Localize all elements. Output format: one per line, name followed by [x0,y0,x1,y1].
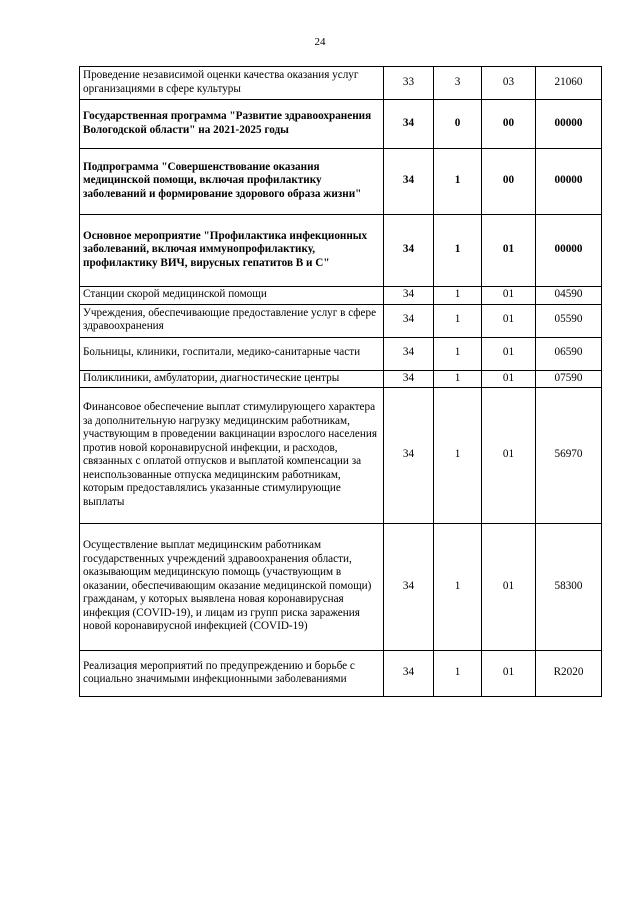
row-name-cell: Основное мероприятие "Профилактика инфекционных заболеваний, включая иммунопрофилактику, профилактику ВИЧ, вирусных гепатитов B и C" [80,215,384,287]
row-name-cell: Государственная программа "Развитие здравоохранения Вологодской области" на 2021-2025 годы [80,100,384,149]
code-cell-3: 01 [482,388,536,524]
code-cell-3: 01 [482,304,536,337]
code-cell-2: 1 [434,304,482,337]
code-cell-3: 01 [482,370,536,388]
code-cell-2: 0 [434,100,482,149]
code-cell-4: 00000 [536,149,602,215]
code-cell-2: 1 [434,337,482,370]
code-cell-3: 00 [482,100,536,149]
table-row [80,287,602,305]
row-name-cell: Учреждения, обеспечивающие предоставление услуг в сфере здравоохранения [80,304,384,337]
code-cell-3: 00 [482,149,536,215]
code-cell-4: 00000 [536,100,602,149]
row-name-cell: Подпрограмма "Совершенствование оказания медицинской помощи, включая профилактику заболеваний и формирование здорового образа жизни" [80,149,384,215]
code-cell-4: 05590 [536,304,602,337]
code-cell-1: 34 [384,388,434,524]
code-cell-2: 1 [434,149,482,215]
code-cell-3: 01 [482,337,536,370]
code-cell-3: 01 [482,287,536,305]
code-cell-1: 34 [384,337,434,370]
code-cell-2: 1 [434,287,482,305]
row-name-cell: Реализация мероприятий по предупреждению и борьбе с социально значимыми инфекционными заболеваниями [80,651,384,697]
code-cell-2: 1 [434,524,482,651]
table-body [80,67,602,697]
table-row [80,304,602,337]
code-cell-2: 1 [434,651,482,697]
table-row [80,337,602,370]
code-cell-1: 34 [384,287,434,305]
table-row [80,388,602,524]
code-cell-4: 56970 [536,388,602,524]
table-row [80,100,602,149]
code-cell-4: R2020 [536,651,602,697]
code-cell-4: 00000 [536,215,602,287]
code-cell-2: 1 [434,370,482,388]
code-cell-4: 06590 [536,337,602,370]
code-cell-1: 33 [384,67,434,100]
code-cell-1: 34 [384,304,434,337]
page-number: 24 [314,36,326,48]
table-row [80,651,602,697]
row-name-cell: Больницы, клиники, госпитали, медико-санитарные части [80,337,384,370]
code-cell-3: 01 [482,215,536,287]
row-name-cell: Проведение независимой оценки качества оказания услуг организациями в сфере культуры [80,67,384,100]
code-cell-4: 21060 [536,67,602,100]
code-cell-3: 01 [482,524,536,651]
row-name-cell: Станции скорой медицинской помощи [80,287,384,305]
table-row [80,215,602,287]
code-cell-4: 07590 [536,370,602,388]
code-cell-2: 1 [434,388,482,524]
row-name-cell: Осуществление выплат медицинским работникам государственных учреждений здравоохранения области, оказывающим медицинскую помощь (участвующим в оказании, обеспечивающим оказание медицинской помощи) гражданам, у которых выявлена новая коронавирусная инфекция (COVID-19), и лицам из групп риска заражения новой коронавирусной инфекцией (COVID-19) [80,524,384,651]
code-cell-3: 03 [482,67,536,100]
table-row [80,370,602,388]
code-cell-1: 34 [384,215,434,287]
code-cell-2: 3 [434,67,482,100]
table-row [80,149,602,215]
code-cell-1: 34 [384,149,434,215]
table-row [80,67,602,100]
code-cell-4: 04590 [536,287,602,305]
code-cell-1: 34 [384,524,434,651]
code-cell-1: 34 [384,651,434,697]
code-cell-3: 01 [482,651,536,697]
row-name-cell: Финансовое обеспечение выплат стимулирующего характера за дополнительную нагрузку медицинским работникам, участвующим в проведении вакцинации взрослого населения против новой коронавирусной инфекции, и расходов, связанных с оплатой отпусков и выплатой компенсации за неиспользованные отпуска медицинским работникам, которым предоставлялись указанные стимулирующие выплаты [80,388,384,524]
row-name-cell: Поликлиники, амбулатории, диагностические центры [80,370,384,388]
code-cell-1: 34 [384,370,434,388]
code-cell-1: 34 [384,100,434,149]
table-row [80,524,602,651]
budget-classification-table [79,66,602,697]
code-cell-2: 1 [434,215,482,287]
code-cell-4: 58300 [536,524,602,651]
